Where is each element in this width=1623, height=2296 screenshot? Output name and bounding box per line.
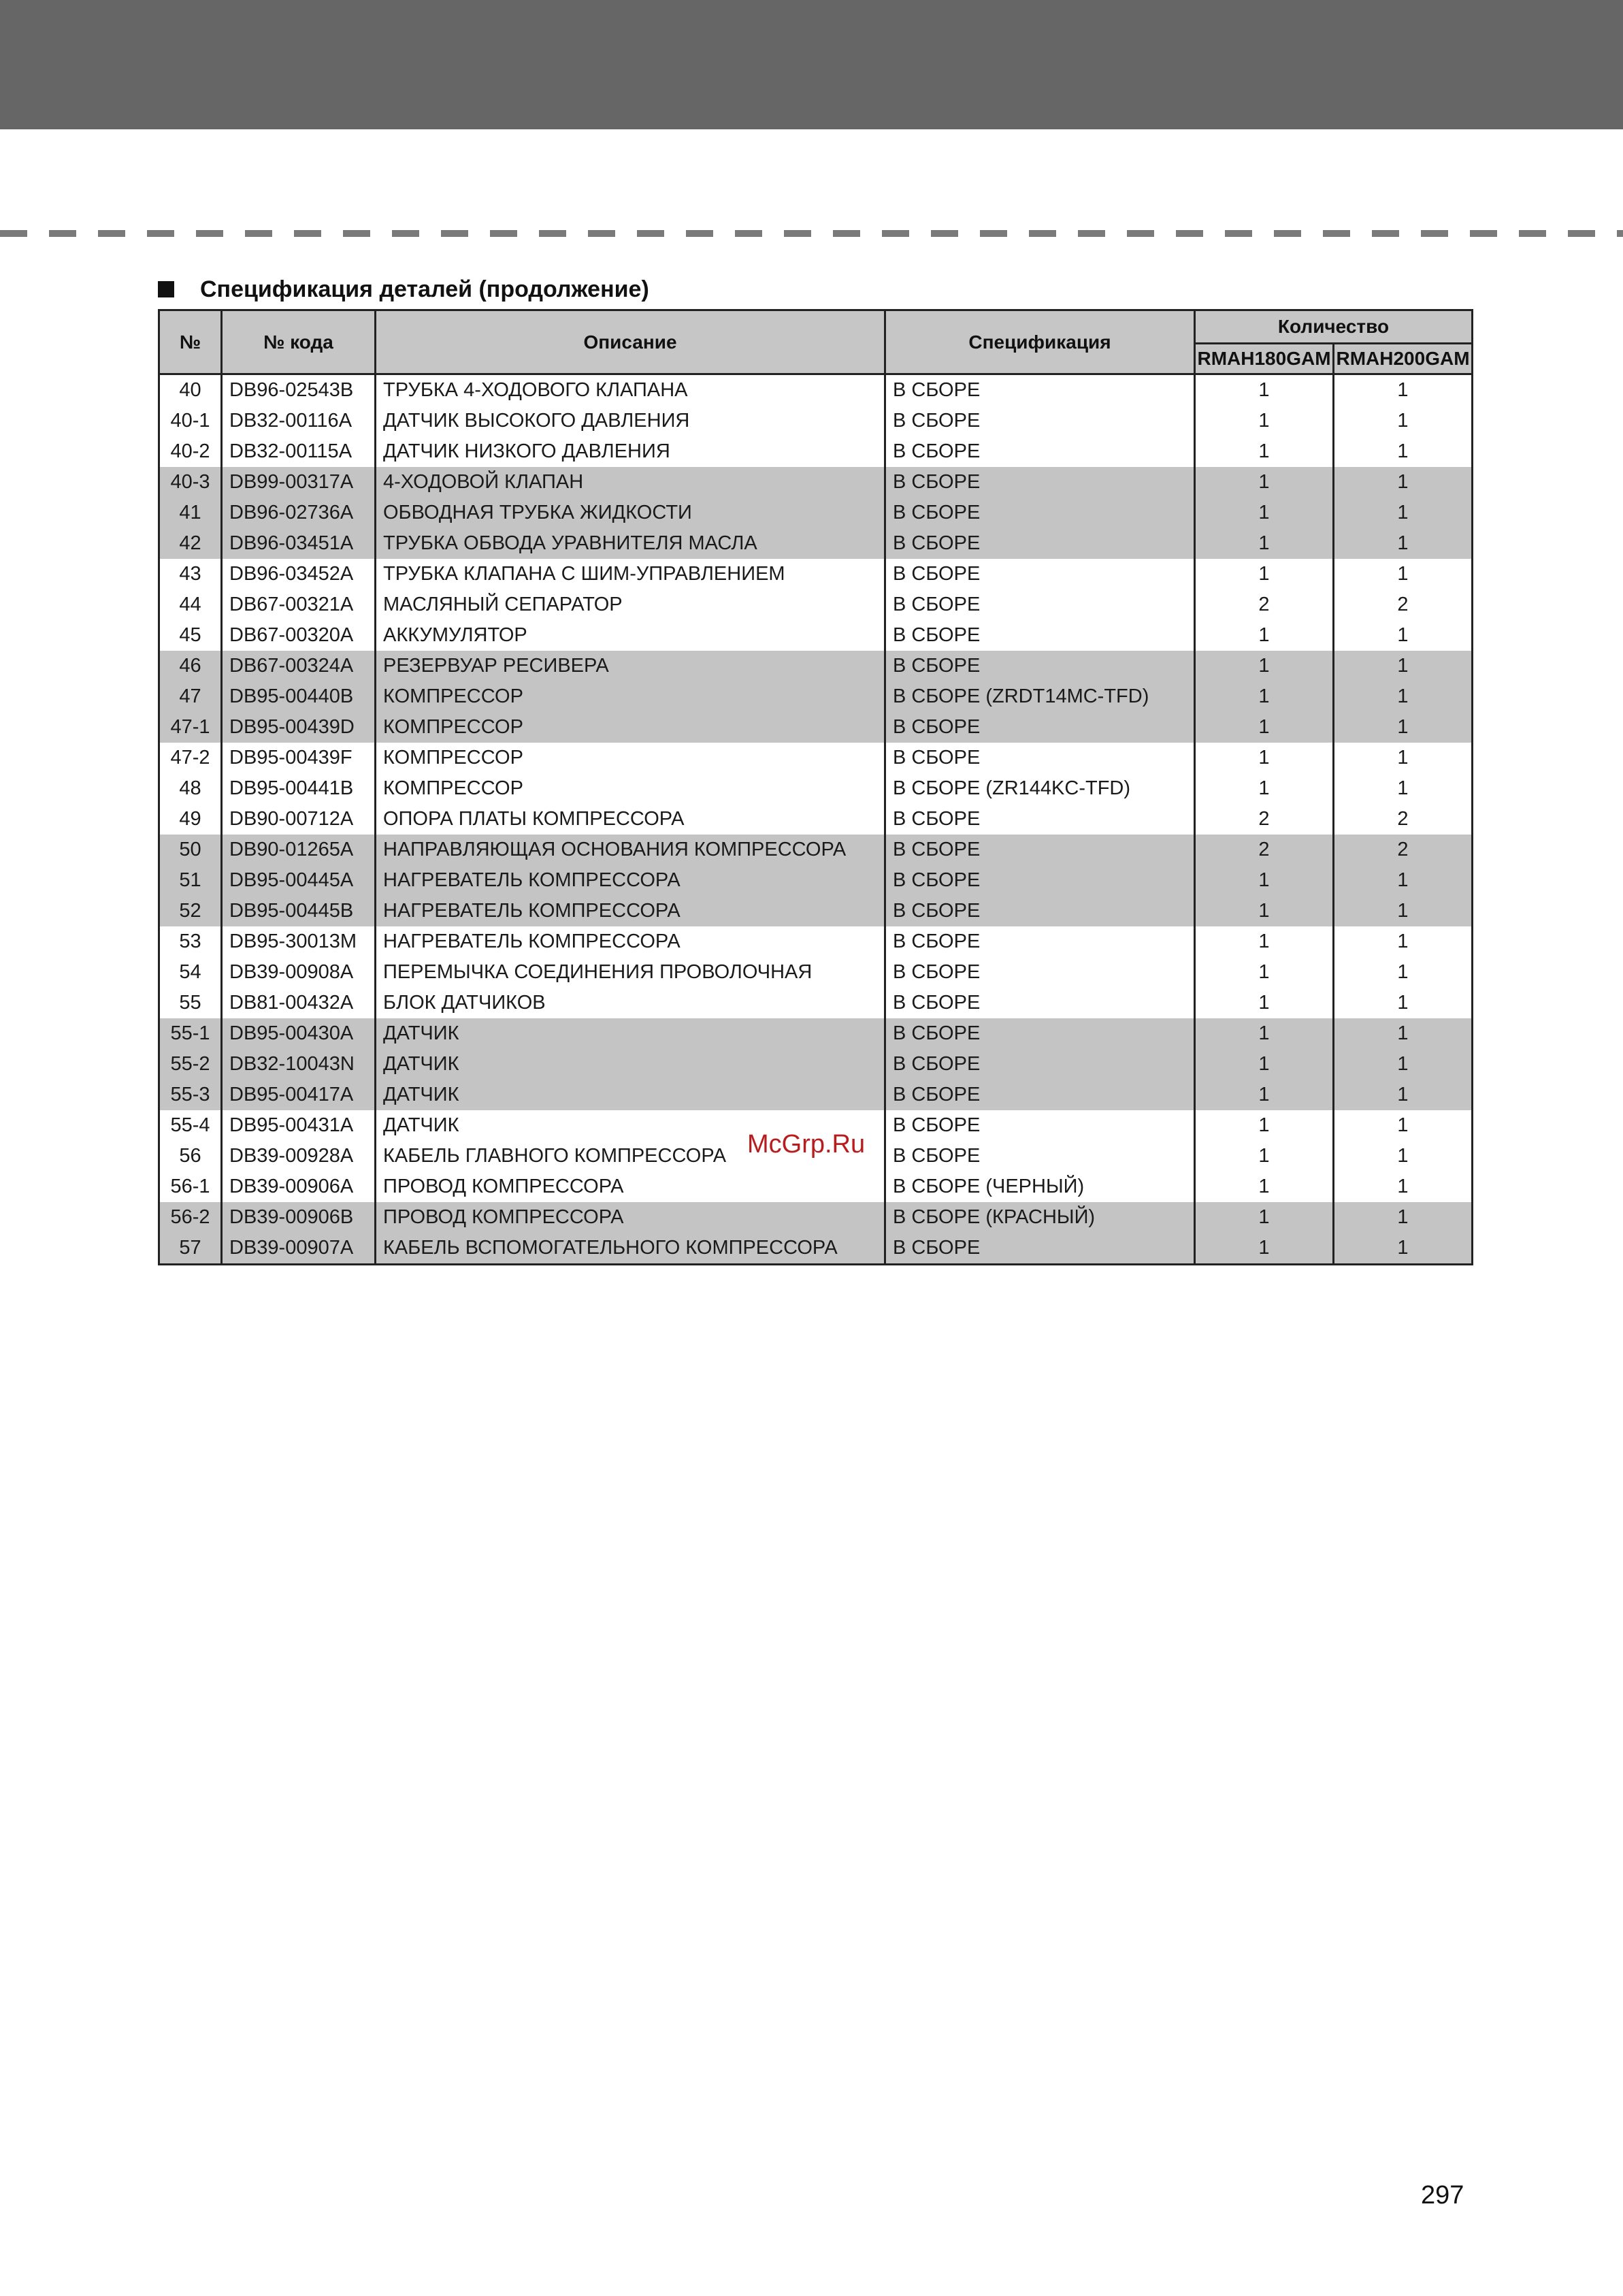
- row-specification: В СБОРЕ: [885, 589, 1195, 620]
- row-code: DB39-00906B: [222, 1202, 376, 1233]
- row-qty-1: 1: [1195, 1049, 1334, 1080]
- row-no: 56: [159, 1141, 222, 1171]
- row-specification: В СБОРЕ: [885, 1233, 1195, 1265]
- row-code: DB96-02543B: [222, 374, 376, 406]
- row-qty-2: 1: [1334, 1141, 1473, 1171]
- table-row: [159, 773, 1473, 804]
- row-qty-1: 1: [1195, 926, 1334, 957]
- row-qty-2: 2: [1334, 589, 1473, 620]
- row-qty-2: 1: [1334, 1202, 1473, 1233]
- row-code: DB39-00928A: [222, 1141, 376, 1171]
- row-qty-2: 1: [1334, 865, 1473, 896]
- header-description: Описание: [376, 310, 885, 374]
- row-code: DB95-00430A: [222, 1018, 376, 1049]
- row-qty-1: 1: [1195, 865, 1334, 896]
- row-no: 40: [159, 374, 222, 406]
- row-specification: В СБОРЕ: [885, 1049, 1195, 1080]
- row-specification: В СБОРЕ: [885, 804, 1195, 835]
- row-description: ДАТЧИК: [376, 1080, 885, 1110]
- row-specification: В СБОРЕ (ZR144KC-TFD): [885, 773, 1195, 804]
- row-description: МАСЛЯНЫЙ СЕПАРАТОР: [376, 589, 885, 620]
- row-qty-2: 1: [1334, 620, 1473, 651]
- row-qty-1: 1: [1195, 1233, 1334, 1265]
- row-description: ТРУБКА 4-ХОДОВОГО КЛАПАНА: [376, 374, 885, 406]
- row-no: 55: [159, 988, 222, 1018]
- row-specification: В СБОРЕ: [885, 988, 1195, 1018]
- row-qty-2: 1: [1334, 1110, 1473, 1141]
- row-description: ПЕРЕМЫЧКА СОЕДИНЕНИЯ ПРОВОЛОЧНАЯ: [376, 957, 885, 988]
- row-description: КАБЕЛЬ ГЛАВНОГО КОМПРЕССОРА: [376, 1141, 885, 1171]
- row-qty-1: 1: [1195, 1080, 1334, 1110]
- row-specification: В СБОРЕ: [885, 528, 1195, 559]
- row-specification: В СБОРЕ: [885, 1080, 1195, 1110]
- row-description: 4-ХОДОВОЙ КЛАПАН: [376, 467, 885, 498]
- row-specification: В СБОРЕ: [885, 651, 1195, 681]
- table-row: [159, 1233, 1473, 1265]
- row-specification: В СБОРЕ (ЧЕРНЫЙ): [885, 1171, 1195, 1202]
- row-specification: В СБОРЕ: [885, 559, 1195, 589]
- row-no: 55-4: [159, 1110, 222, 1141]
- row-qty-1: 1: [1195, 498, 1334, 528]
- row-specification: В СБОРЕ: [885, 896, 1195, 926]
- row-no: 55-2: [159, 1049, 222, 1080]
- row-qty-1: 1: [1195, 773, 1334, 804]
- row-no: 49: [159, 804, 222, 835]
- row-qty-1: 1: [1195, 743, 1334, 773]
- row-description: АККУМУЛЯТОР: [376, 620, 885, 651]
- row-description: ДАТЧИК НИЗКОГО ДАВЛЕНИЯ: [376, 436, 885, 467]
- table-row: [159, 1080, 1473, 1110]
- row-description: ДАТЧИК: [376, 1018, 885, 1049]
- dashed-separator: [0, 230, 1623, 237]
- row-code: DB95-00439F: [222, 743, 376, 773]
- row-description: РЕЗЕРВУАР РЕСИВЕРА: [376, 651, 885, 681]
- row-code: DB96-03451A: [222, 528, 376, 559]
- row-qty-2: 1: [1334, 957, 1473, 988]
- row-code: DB95-00445A: [222, 865, 376, 896]
- row-no: 43: [159, 559, 222, 589]
- row-no: 55-1: [159, 1018, 222, 1049]
- table-row: [159, 374, 1473, 406]
- row-description: НАГРЕВАТЕЛЬ КОМПРЕССОРА: [376, 926, 885, 957]
- row-code: DB39-00908A: [222, 957, 376, 988]
- row-code: DB95-00441B: [222, 773, 376, 804]
- row-qty-2: 1: [1334, 1049, 1473, 1080]
- row-no: 52: [159, 896, 222, 926]
- table-row: [159, 467, 1473, 498]
- page-number: 297: [1421, 2181, 1464, 2210]
- row-code: DB90-00712A: [222, 804, 376, 835]
- header-model-2: RMAH200GAM: [1334, 344, 1473, 374]
- row-code: DB32-10043N: [222, 1049, 376, 1080]
- row-no: 48: [159, 773, 222, 804]
- row-description: КАБЕЛЬ ВСПОМОГАТЕЛЬНОГО КОМПРЕССОРА: [376, 1233, 885, 1265]
- table-row: [159, 681, 1473, 712]
- row-code: DB95-00431A: [222, 1110, 376, 1141]
- row-description: БЛОК ДАТЧИКОВ: [376, 988, 885, 1018]
- table-row: [159, 896, 1473, 926]
- row-qty-1: 1: [1195, 436, 1334, 467]
- row-qty-2: 1: [1334, 926, 1473, 957]
- row-no: 56-2: [159, 1202, 222, 1233]
- table-row: [159, 743, 1473, 773]
- table-row: [159, 559, 1473, 589]
- table-row: [159, 988, 1473, 1018]
- row-qty-2: 2: [1334, 835, 1473, 865]
- row-qty-2: 1: [1334, 773, 1473, 804]
- row-no: 40-1: [159, 406, 222, 436]
- row-qty-2: 1: [1334, 498, 1473, 528]
- row-specification: В СБОРЕ: [885, 374, 1195, 406]
- row-code: DB32-00115A: [222, 436, 376, 467]
- header-quantity: Количество: [1195, 310, 1473, 344]
- row-code: DB95-30013M: [222, 926, 376, 957]
- row-qty-2: 1: [1334, 988, 1473, 1018]
- row-qty-1: 1: [1195, 467, 1334, 498]
- row-no: 54: [159, 957, 222, 988]
- header-model-1: RMAH180GAM: [1195, 344, 1334, 374]
- row-qty-1: 1: [1195, 957, 1334, 988]
- row-code: DB90-01265A: [222, 835, 376, 865]
- row-qty-1: 2: [1195, 835, 1334, 865]
- table-row: [159, 436, 1473, 467]
- row-no: 47: [159, 681, 222, 712]
- row-no: 46: [159, 651, 222, 681]
- row-specification: В СБОРЕ: [885, 957, 1195, 988]
- row-qty-2: 2: [1334, 804, 1473, 835]
- row-qty-2: 1: [1334, 467, 1473, 498]
- watermark-text: McGrp.Ru: [747, 1130, 866, 1159]
- row-no: 51: [159, 865, 222, 896]
- row-specification: В СБОРЕ: [885, 1018, 1195, 1049]
- header-specification: Спецификация: [885, 310, 1195, 374]
- row-description: НАГРЕВАТЕЛЬ КОМПРЕССОРА: [376, 896, 885, 926]
- row-code: DB95-00417A: [222, 1080, 376, 1110]
- table-row: [159, 1171, 1473, 1202]
- row-specification: В СБОРЕ: [885, 926, 1195, 957]
- row-qty-1: 1: [1195, 406, 1334, 436]
- row-specification: В СБОРЕ (ZRDT14MC-TFD): [885, 681, 1195, 712]
- row-specification: В СБОРЕ: [885, 1110, 1195, 1141]
- row-qty-2: 1: [1334, 681, 1473, 712]
- table-row: [159, 651, 1473, 681]
- row-description: НАГРЕВАТЕЛЬ КОМПРЕССОРА: [376, 865, 885, 896]
- row-qty-1: 2: [1195, 589, 1334, 620]
- row-qty-1: 1: [1195, 1202, 1334, 1233]
- row-qty-1: 1: [1195, 374, 1334, 406]
- row-code: DB32-00116A: [222, 406, 376, 436]
- row-qty-1: 1: [1195, 1018, 1334, 1049]
- row-code: DB95-00440B: [222, 681, 376, 712]
- row-code: DB39-00906A: [222, 1171, 376, 1202]
- row-description: КОМПРЕССОР: [376, 712, 885, 743]
- section-heading: [158, 272, 649, 306]
- row-specification: В СБОРЕ: [885, 436, 1195, 467]
- row-no: 57: [159, 1233, 222, 1265]
- table-row: [159, 712, 1473, 743]
- row-no: 42: [159, 528, 222, 559]
- row-code: DB96-02736A: [222, 498, 376, 528]
- table-row: [159, 835, 1473, 865]
- row-qty-2: 1: [1334, 896, 1473, 926]
- row-qty-1: 1: [1195, 896, 1334, 926]
- row-qty-2: 1: [1334, 559, 1473, 589]
- row-specification: В СБОРЕ: [885, 743, 1195, 773]
- square-bullet-icon: [158, 281, 174, 297]
- row-qty-1: 1: [1195, 620, 1334, 651]
- row-specification: В СБОРЕ (КРАСНЫЙ): [885, 1202, 1195, 1233]
- table-row: [159, 957, 1473, 988]
- row-qty-2: 1: [1334, 1018, 1473, 1049]
- row-qty-1: 1: [1195, 651, 1334, 681]
- row-qty-2: 1: [1334, 1080, 1473, 1110]
- row-code: DB96-03452A: [222, 559, 376, 589]
- table-row: [159, 804, 1473, 835]
- row-specification: В СБОРЕ: [885, 865, 1195, 896]
- row-description: ПРОВОД КОМПРЕССОРА: [376, 1171, 885, 1202]
- row-specification: В СБОРЕ: [885, 835, 1195, 865]
- row-qty-2: 1: [1334, 1233, 1473, 1265]
- row-description: ОПОРА ПЛАТЫ КОМПРЕССОРА: [376, 804, 885, 835]
- table-row: [159, 589, 1473, 620]
- row-qty-1: 1: [1195, 988, 1334, 1018]
- row-code: DB99-00317A: [222, 467, 376, 498]
- parts-spec-table: [158, 309, 1473, 1265]
- table-row: [159, 1202, 1473, 1233]
- row-description: КОМПРЕССОР: [376, 743, 885, 773]
- row-no: 55-3: [159, 1080, 222, 1110]
- row-specification: В СБОРЕ: [885, 467, 1195, 498]
- row-qty-1: 2: [1195, 804, 1334, 835]
- row-qty-1: 1: [1195, 712, 1334, 743]
- row-no: 47-2: [159, 743, 222, 773]
- row-specification: В СБОРЕ: [885, 498, 1195, 528]
- row-no: 45: [159, 620, 222, 651]
- row-description: ОБВОДНАЯ ТРУБКА ЖИДКОСТИ: [376, 498, 885, 528]
- row-description: ТРУБКА ОБВОДА УРАВНИТЕЛЯ МАСЛА: [376, 528, 885, 559]
- row-specification: В СБОРЕ: [885, 712, 1195, 743]
- row-description: ДАТЧИК ВЫСОКОГО ДАВЛЕНИЯ: [376, 406, 885, 436]
- header-code: № кода: [222, 310, 376, 374]
- row-no: 47-1: [159, 712, 222, 743]
- row-qty-1: 1: [1195, 1171, 1334, 1202]
- section-title: Спецификация деталей (продолжение): [200, 276, 649, 302]
- row-code: DB81-00432A: [222, 988, 376, 1018]
- row-qty-1: 1: [1195, 1141, 1334, 1171]
- row-qty-2: 1: [1334, 712, 1473, 743]
- row-code: DB95-00445B: [222, 896, 376, 926]
- row-qty-1: 1: [1195, 528, 1334, 559]
- row-description: КОМПРЕССОР: [376, 773, 885, 804]
- top-header-band: [0, 0, 1623, 129]
- row-specification: В СБОРЕ: [885, 620, 1195, 651]
- table-row: [159, 620, 1473, 651]
- row-code: DB67-00324A: [222, 651, 376, 681]
- row-description: ДАТЧИК: [376, 1110, 885, 1141]
- row-qty-1: 1: [1195, 1110, 1334, 1141]
- row-description: ТРУБКА КЛАПАНА С ШИМ-УПРАВЛЕНИЕМ: [376, 559, 885, 589]
- row-description: КОМПРЕССОР: [376, 681, 885, 712]
- row-code: DB39-00907A: [222, 1233, 376, 1265]
- row-code: DB95-00439D: [222, 712, 376, 743]
- row-no: 40-3: [159, 467, 222, 498]
- row-qty-1: 1: [1195, 559, 1334, 589]
- table-row: [159, 926, 1473, 957]
- table-row: [159, 498, 1473, 528]
- table-row: [159, 406, 1473, 436]
- row-qty-2: 1: [1334, 406, 1473, 436]
- row-no: 41: [159, 498, 222, 528]
- row-qty-1: 1: [1195, 681, 1334, 712]
- table-row: [159, 1049, 1473, 1080]
- row-description: НАПРАВЛЯЮЩАЯ ОСНОВАНИЯ КОМПРЕССОРА: [376, 835, 885, 865]
- row-qty-2: 1: [1334, 743, 1473, 773]
- row-specification: В СБОРЕ: [885, 1141, 1195, 1171]
- header-no: №: [159, 310, 222, 374]
- row-qty-2: 1: [1334, 436, 1473, 467]
- table-row: [159, 1018, 1473, 1049]
- row-no: 40-2: [159, 436, 222, 467]
- row-description: ПРОВОД КОМПРЕССОРА: [376, 1202, 885, 1233]
- row-no: 50: [159, 835, 222, 865]
- row-no: 56-1: [159, 1171, 222, 1202]
- row-no: 53: [159, 926, 222, 957]
- row-code: DB67-00321A: [222, 589, 376, 620]
- row-code: DB67-00320A: [222, 620, 376, 651]
- table-row: [159, 528, 1473, 559]
- table-row: [159, 865, 1473, 896]
- row-qty-2: 1: [1334, 651, 1473, 681]
- row-qty-2: 1: [1334, 528, 1473, 559]
- row-specification: В СБОРЕ: [885, 406, 1195, 436]
- row-qty-2: 1: [1334, 374, 1473, 406]
- row-description: ДАТЧИК: [376, 1049, 885, 1080]
- row-no: 44: [159, 589, 222, 620]
- row-qty-2: 1: [1334, 1171, 1473, 1202]
